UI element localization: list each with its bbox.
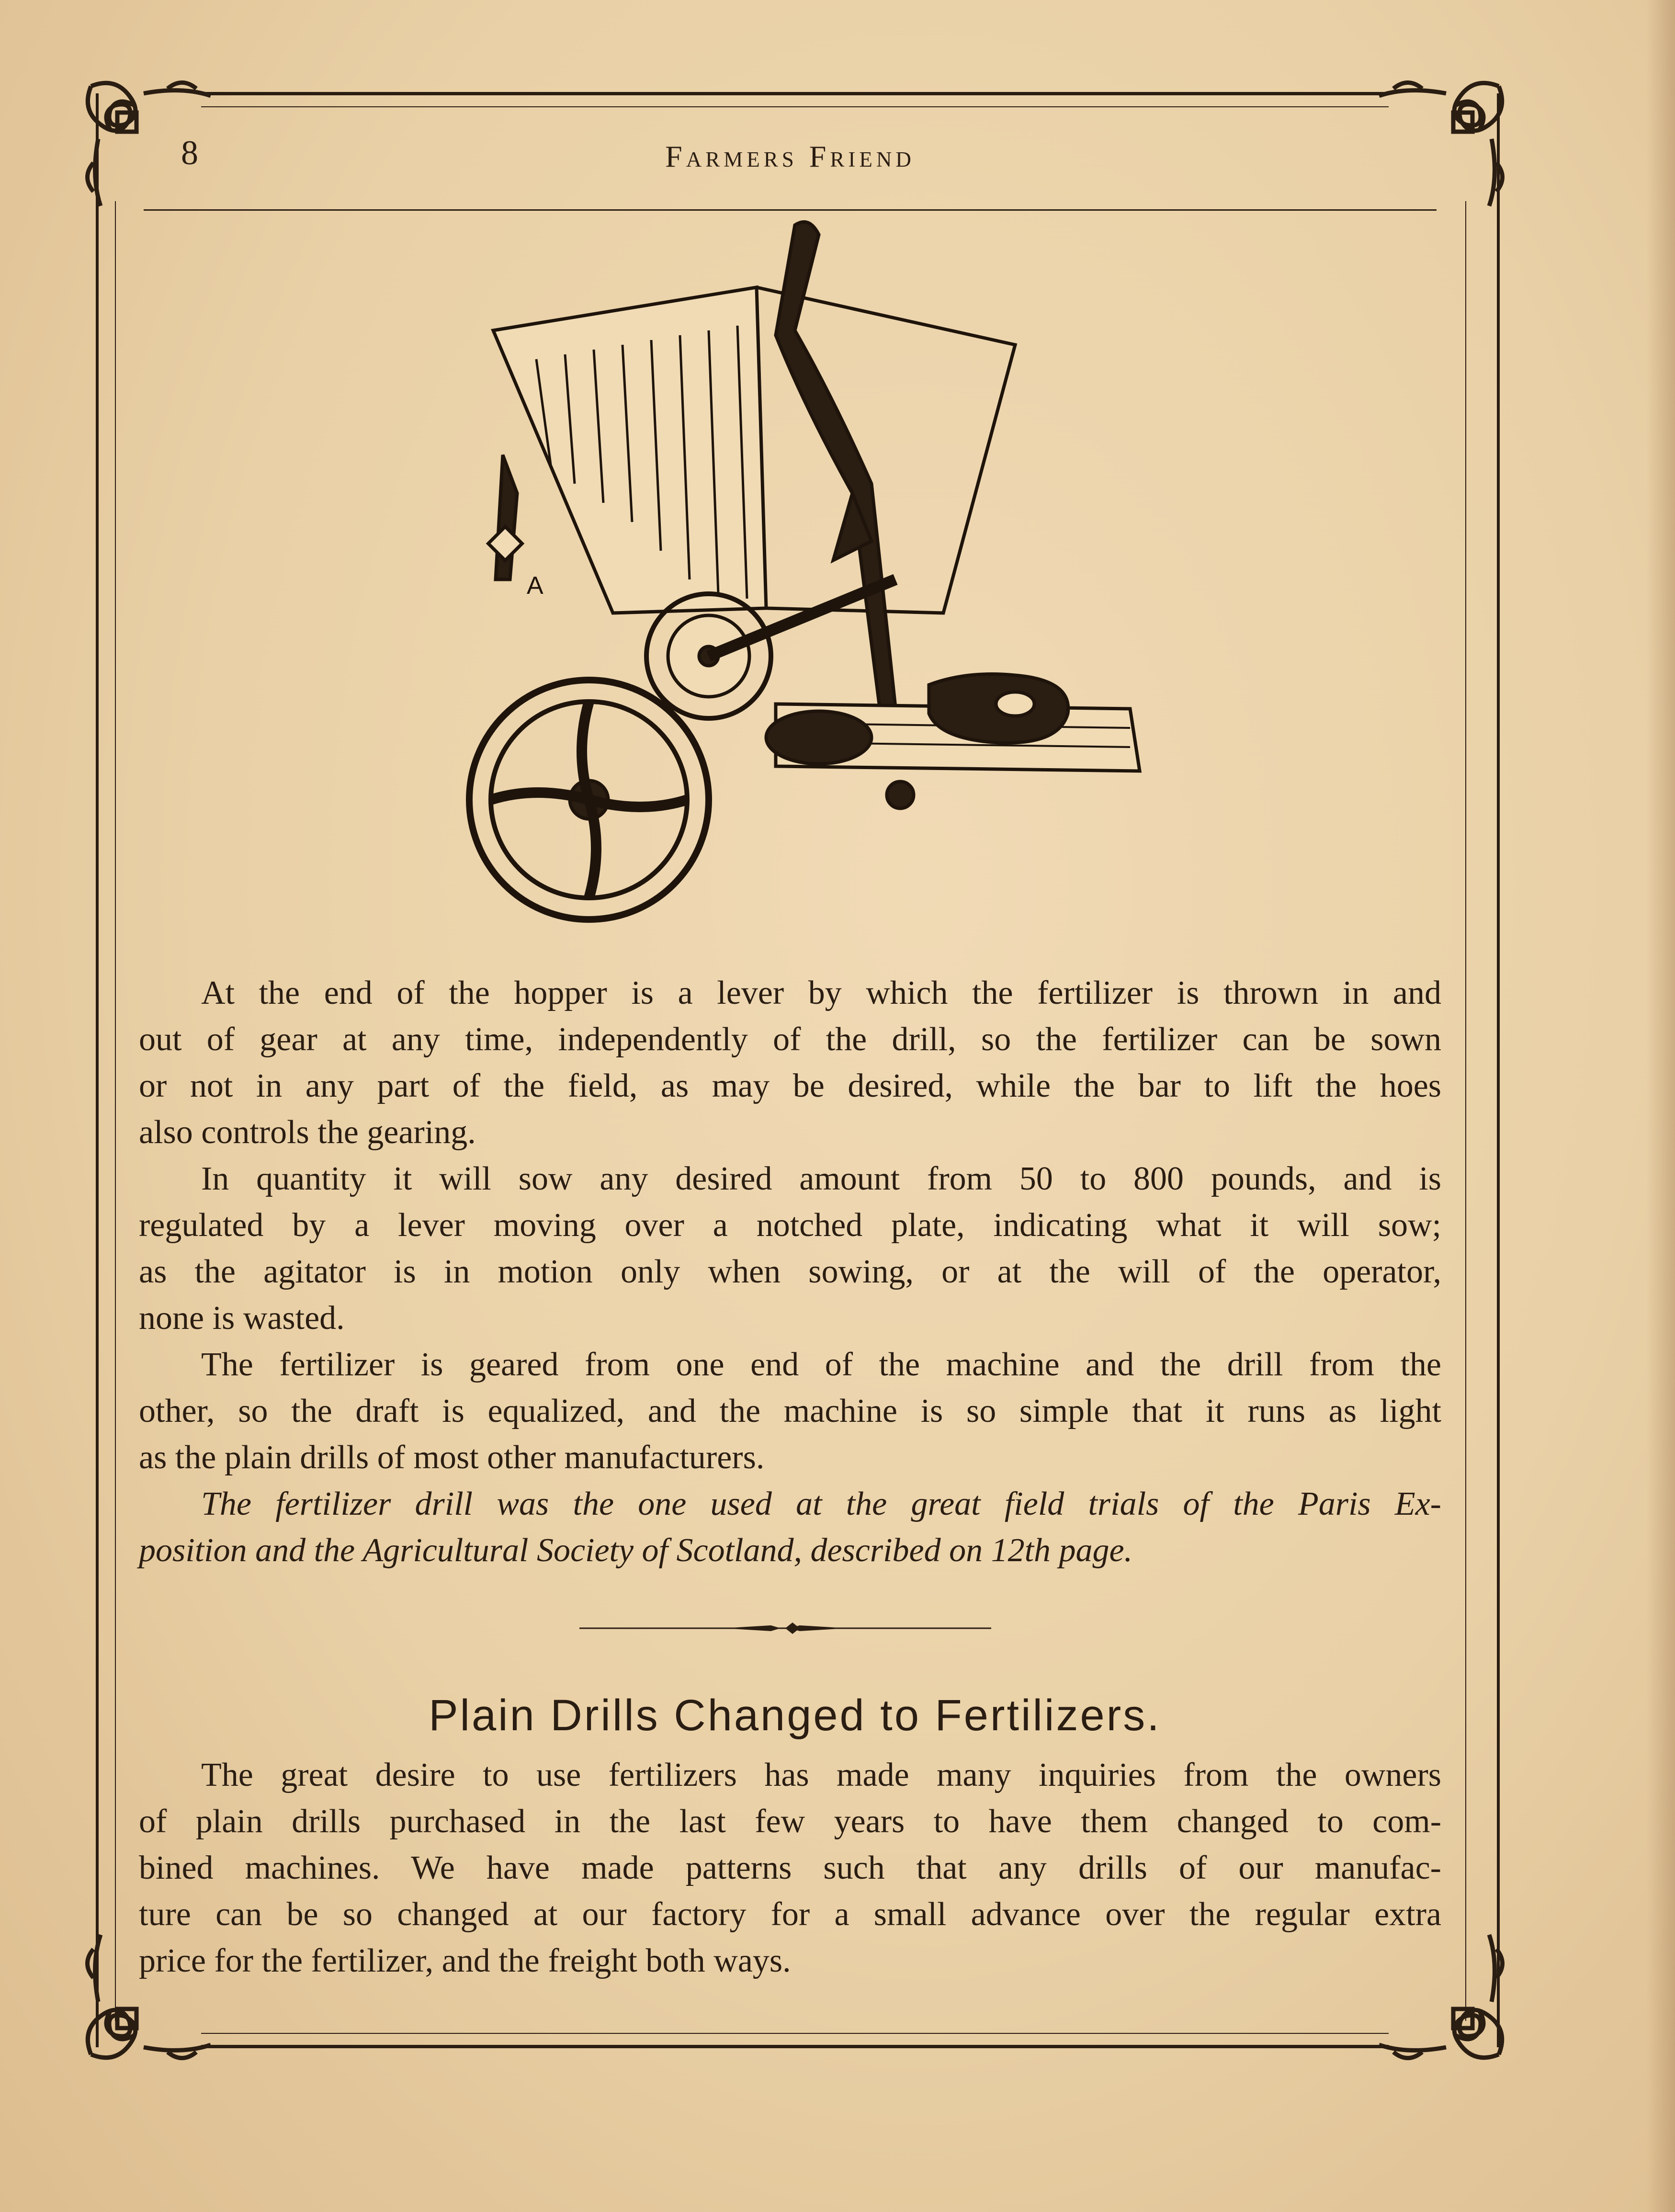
corner-ornament-top-left	[72, 67, 230, 225]
text-line: position and the Agricultural Society of Scotland, described on 12th page.	[139, 1532, 1133, 1569]
top-border-rule-thin	[201, 106, 1389, 107]
text-line: or not in any part of the field, as may be desired, while the bar to lift the hoes	[139, 1067, 1441, 1104]
page-number: 8	[181, 134, 198, 172]
text-line: At the end of the hopper is a lever by which the fertilizer is thrown in and	[201, 975, 1441, 1011]
text-line: other, so the draft is equalized, and the machine is so simple that it runs as light	[139, 1393, 1441, 1429]
bottom-border-rule	[201, 2045, 1389, 2048]
corner-ornament-top-right	[1360, 67, 1518, 225]
paragraph-gearing	[139, 1341, 1441, 1481]
text-line: none is wasted.	[139, 1300, 345, 1337]
text-line: ture can be so changed at our factory for a small advance over the regular extra	[139, 1896, 1441, 1933]
paragraph-plain-drills	[139, 1752, 1441, 1984]
text-line: bined machines. We have made patterns such that any drills of our manufac-	[139, 1849, 1441, 1886]
paragraph-field-trials	[139, 1481, 1441, 1574]
fertilizer-drill-illustration	[441, 216, 1149, 948]
text-line: price for the fertilizer, and the freight both ways.	[139, 1942, 791, 1979]
paragraph-hopper-lever	[139, 970, 1441, 1156]
text-line: as the plain drills of most other manufacturers.	[139, 1439, 765, 1476]
text-line: The fertilizer drill was the one used at the great field trials of the Paris Ex-	[201, 1486, 1441, 1522]
text-line: The fertilizer is geared from one end of the machine and the drill from the	[201, 1346, 1441, 1383]
text-line: out of gear at any time, independently of the drill, so the fertilizer can be sown	[139, 1021, 1441, 1058]
paragraph-quantity	[139, 1156, 1441, 1341]
text-line: of plain drills purchased in the last few years to have them changed to com-	[139, 1803, 1441, 1840]
running-head: Farmers Friend	[665, 139, 915, 173]
header-divider	[144, 209, 1437, 211]
text-line: regulated by a lever moving over a notched plate, indicating what it will sow;	[139, 1207, 1441, 1244]
section-heading: Plain Drills Changed to Fertilizers.	[429, 1691, 1161, 1740]
text-line: also controls the gearing.	[139, 1114, 476, 1151]
text-line: In quantity it will sow any desired amount from 50 to 800 pounds, and is	[201, 1160, 1441, 1197]
bottom-border-rule-thin	[201, 2033, 1389, 2034]
illustration-label-a: A	[527, 572, 543, 600]
inner-border-right	[1465, 201, 1466, 2021]
text-line: The great desire to use fertilizers has made many inquiries from the owners	[201, 1757, 1441, 1793]
text-line: as the agitator is in motion only when sowing, or at the will of the operator,	[139, 1253, 1441, 1290]
page-spine-shadow	[1646, 0, 1675, 2212]
ornamental-divider	[579, 1619, 991, 1638]
top-border-rule	[201, 92, 1389, 95]
inner-border-left	[115, 201, 116, 2021]
